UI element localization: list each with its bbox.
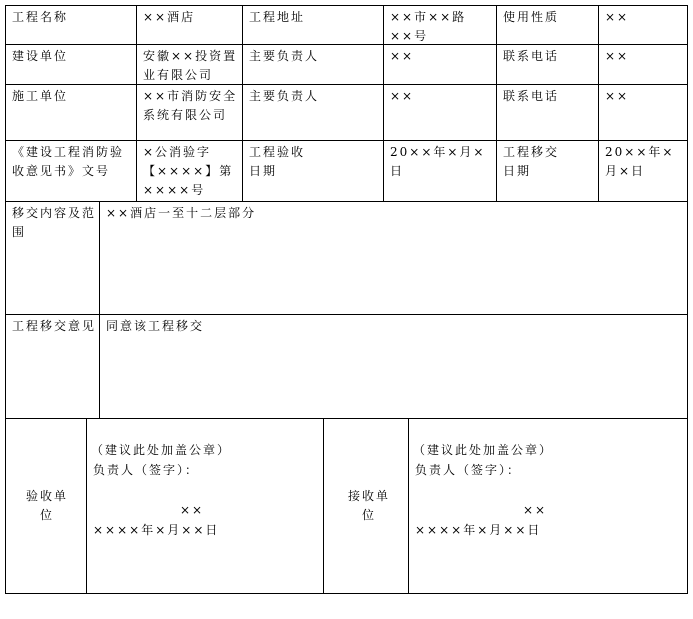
builder-phone-label: 联系电话: [503, 49, 560, 63]
contractor-phone-label: 联系电话: [503, 89, 560, 103]
usage-value: ××: [605, 10, 630, 24]
opinion-label: 工程移交意见: [12, 319, 97, 333]
rule-scope: [5, 314, 688, 315]
rule-row2: [5, 84, 688, 85]
handover-date-value: 20××年×月×日: [605, 145, 675, 178]
builder-value: 安徽××投资置业有限公司: [143, 49, 238, 82]
receiving-signer: ××: [523, 503, 548, 517]
receiving-signer-label: 负责人（签字）：: [415, 463, 522, 477]
rule-col5: [598, 5, 599, 202]
builder-phone-value: ××: [605, 49, 630, 63]
receiving-unit-label: 接收单位: [347, 489, 390, 522]
scope-value: ××酒店一至十二层部分: [106, 206, 257, 220]
rule-row1: [5, 44, 688, 45]
fire-opinion-doc-label: 《建设工程消防验收意见书》文号: [12, 145, 125, 178]
rule-opinion: [5, 418, 688, 419]
receiving-seal-note: （建议此处加盖公章）: [413, 443, 554, 457]
rule-right: [687, 5, 688, 594]
acceptance-signer-label: 负责人（签字）：: [93, 463, 200, 477]
contractor-value: ××市消防安全系统有限公司: [143, 89, 238, 122]
acceptance-date-label: 工程验收日期: [249, 145, 306, 178]
acceptance-seal-note: （建议此处加盖公章）: [91, 443, 232, 457]
acceptance-unit-label: 验收单位: [25, 489, 68, 522]
project-address-value: ××市××路××号: [390, 10, 467, 43]
rule-sign-b: [323, 418, 324, 594]
handover-form: [5, 5, 688, 594]
builder-label: 建设单位: [12, 49, 69, 63]
rule-row3: [5, 140, 688, 141]
fire-opinion-doc-value: ×公消验字【××××】第××××号: [143, 145, 234, 197]
rule-sign-c: [408, 418, 409, 594]
project-address-label: 工程地址: [249, 10, 306, 24]
scope-label: 移交内容及范围: [12, 206, 97, 239]
rule-sign-a: [86, 418, 87, 594]
rule-col3: [383, 5, 384, 202]
usage-label: 使用性质: [503, 10, 560, 24]
acceptance-signer: ××: [180, 503, 205, 517]
rule-col4: [496, 5, 497, 202]
rule-bottom: [5, 593, 688, 594]
project-name-value: ××酒店: [143, 10, 196, 24]
contractor-label: 施工单位: [12, 89, 69, 103]
contractor-lead-label: 主要负责人: [249, 89, 320, 103]
contractor-phone-value: ××: [605, 89, 630, 103]
handover-date-label: 工程移交日期: [503, 145, 560, 178]
opinion-value: 同意该工程移交: [106, 319, 205, 333]
contractor-lead-value: ××: [390, 89, 415, 103]
rule-col2: [242, 5, 243, 202]
receiving-date: ××××年×月××日: [415, 523, 542, 537]
rule-top: [5, 5, 688, 6]
acceptance-date-value: 20××年×月×日: [390, 145, 486, 178]
builder-lead-value: ××: [390, 49, 415, 63]
acceptance-date: ××××年×月××日: [93, 523, 220, 537]
project-name-label: 工程名称: [12, 10, 69, 24]
builder-lead-label: 主要负责人: [249, 49, 320, 63]
rule-label-split: [99, 201, 100, 419]
rule-left: [5, 5, 6, 594]
rule-col1: [136, 5, 137, 202]
rule-row4: [5, 201, 688, 202]
